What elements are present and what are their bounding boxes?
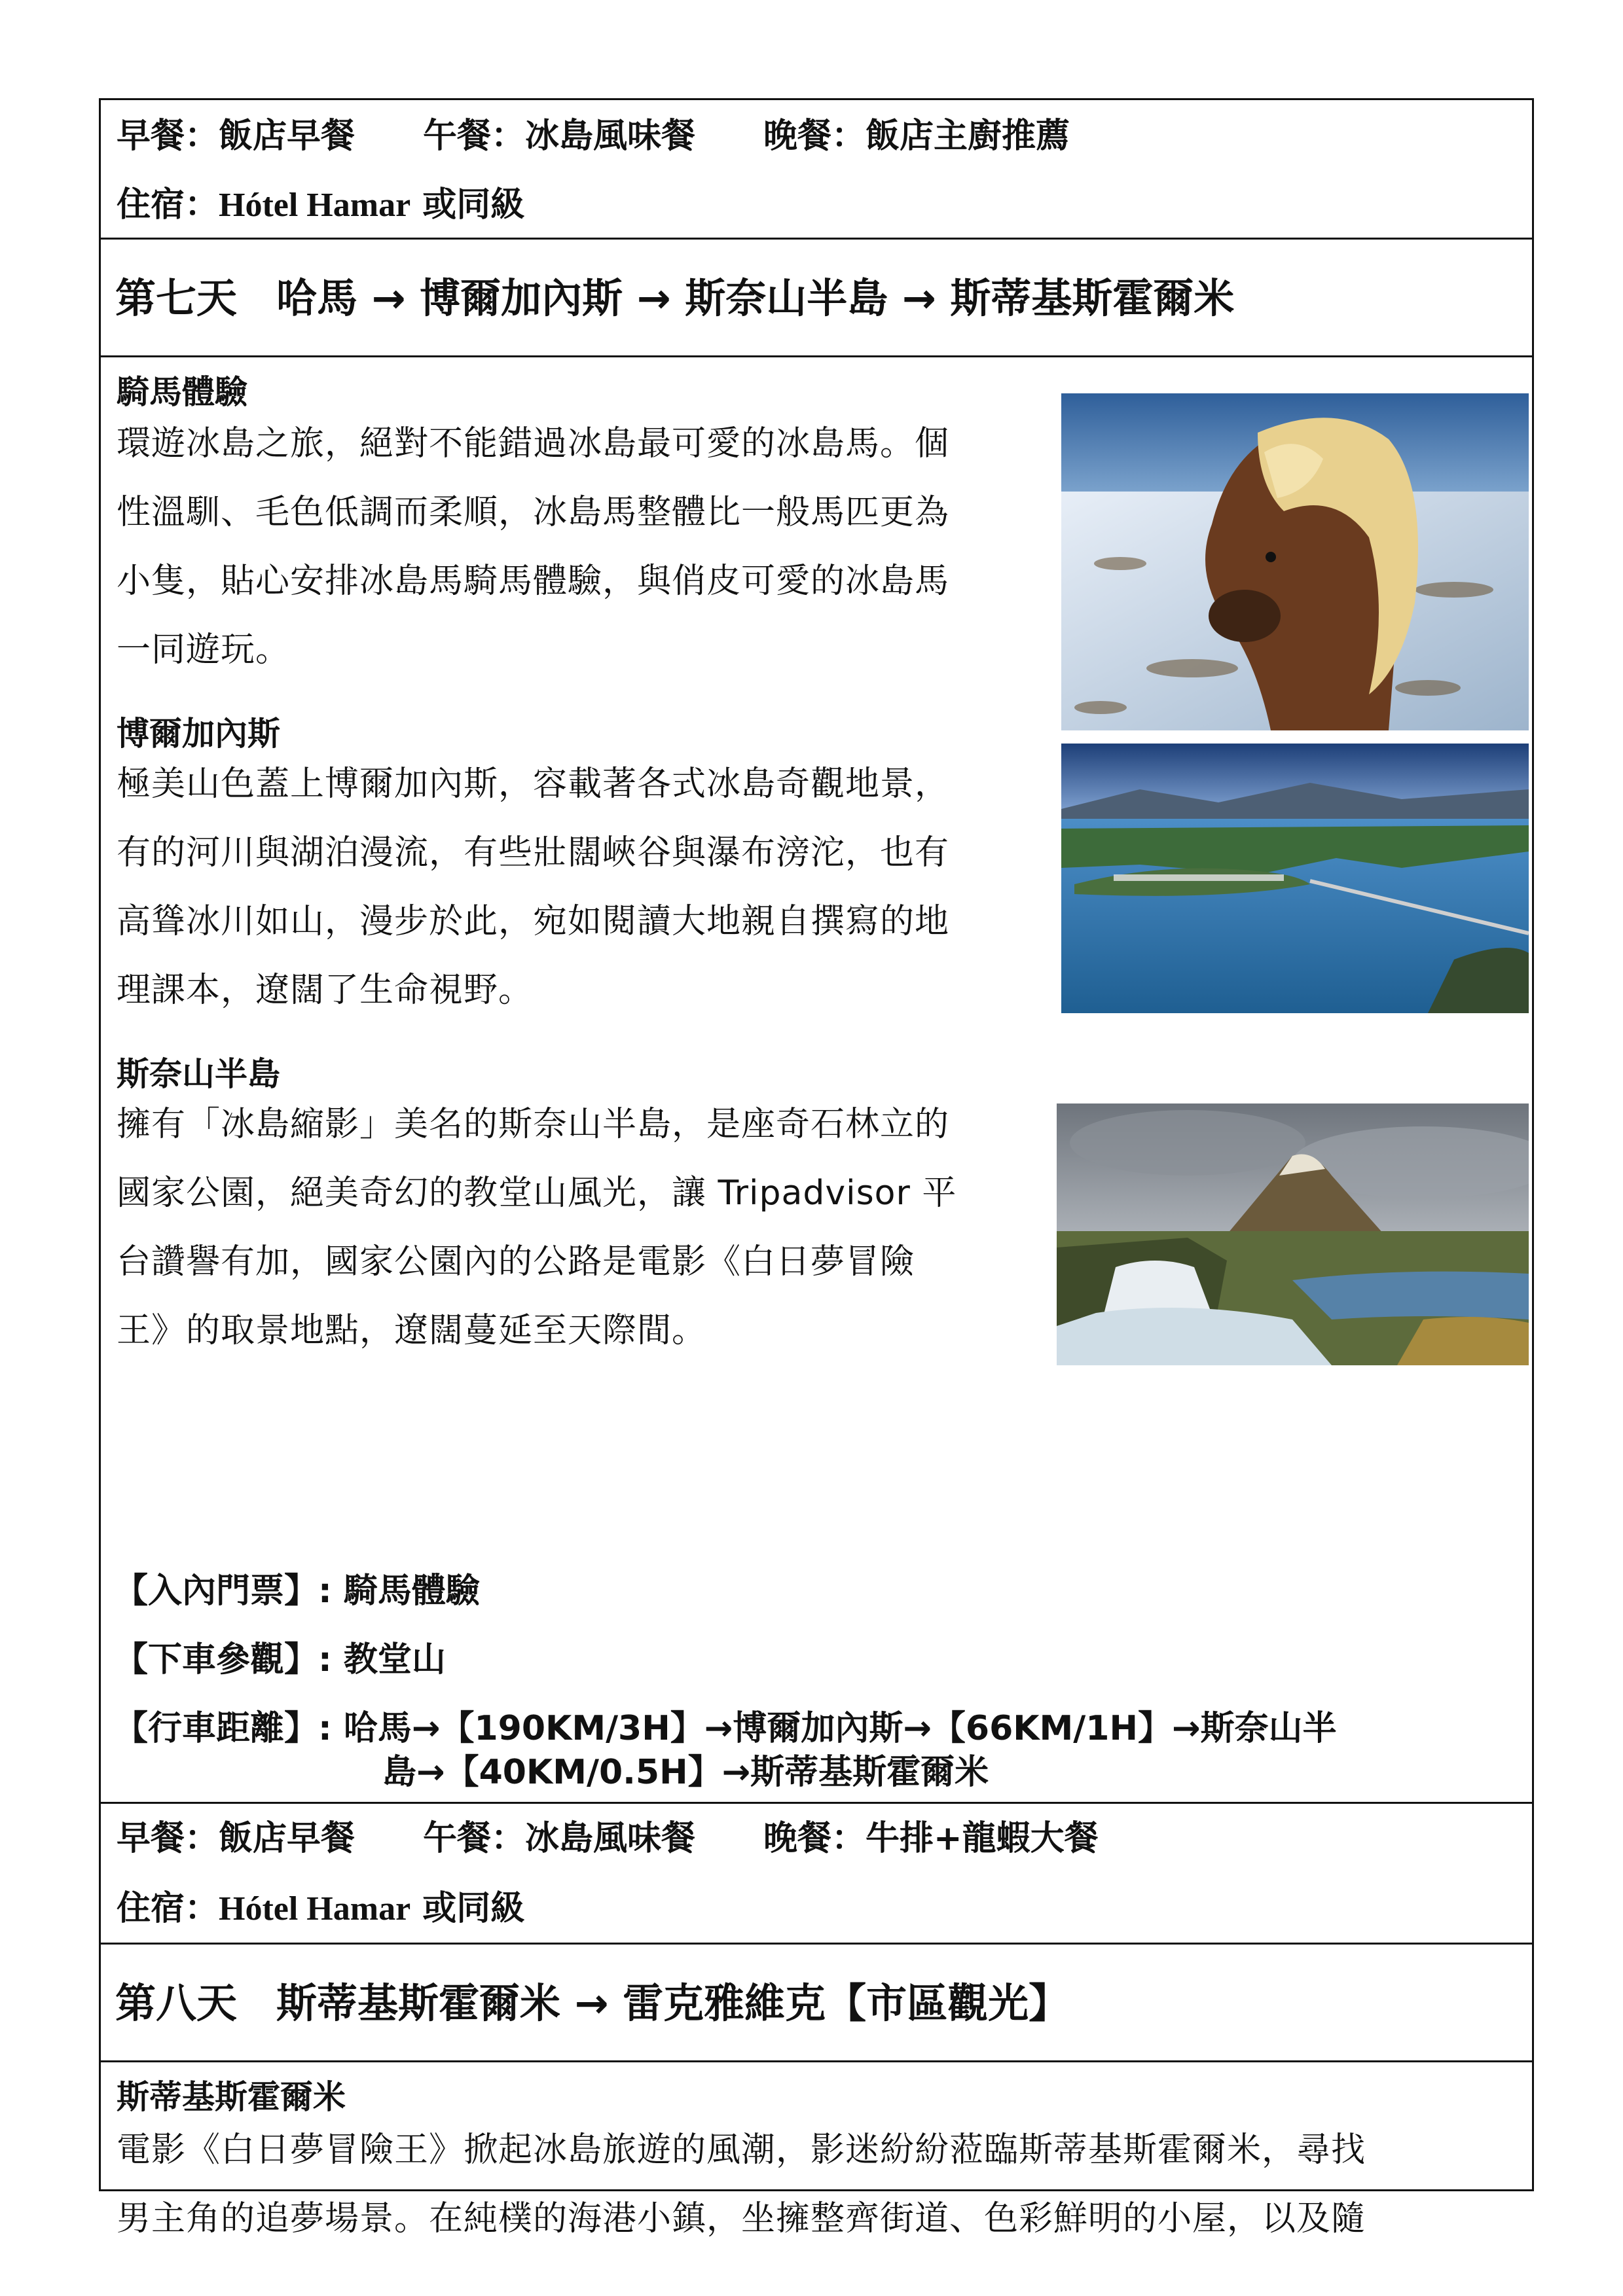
stop-label: 【下車參觀】: xyxy=(114,1640,332,1679)
section-heading-stykkisholmur: 斯蒂基斯霍爾米 xyxy=(117,2078,346,2116)
section-heading-horse: 騎馬體驗 xyxy=(117,373,247,411)
meals-line-top: 早餐：飯店早餐 午餐：冰島風味餐 晚餐：飯店主廚推薦 xyxy=(117,117,1070,156)
stay-hotel: Hótel Hamar xyxy=(219,1890,411,1928)
text-line: 王》的取景地點，遼闊蔓延至天際間。 xyxy=(117,1311,707,1350)
distance-value-2: 島→【40KM/0.5H】→斯蒂基斯霍爾米 xyxy=(382,1753,989,1792)
stay-hotel: Hótel Hamar xyxy=(219,187,411,224)
text-line: 環遊冰島之旅，絕對不能錯過冰島最可愛的冰島馬。個 xyxy=(117,424,950,463)
stay-line-day7 xyxy=(117,1886,524,1932)
distance-label: 【行車距離】: xyxy=(114,1709,332,1748)
day7-title: 第七天 xyxy=(115,274,238,322)
kirkjufell-photo xyxy=(1057,1103,1529,1365)
section-heading-snaefellsnes: 斯奈山半島 xyxy=(117,1055,280,1093)
stay-line-top xyxy=(117,182,524,228)
text-line: 擁有「冰島縮影」美名的斯奈山半島，是座奇石林立的 xyxy=(117,1105,950,1144)
text-line: 男主角的追夢場景。在純樸的海港小鎮，坐擁整齊街道、色彩鮮明的小屋，以及隨 xyxy=(117,2199,1366,2238)
stay-label: 住宿： xyxy=(117,185,219,224)
distance-value-1: 哈馬→【190KM/3H】→博爾加內斯→【66KM/1H】→斯奈山半 xyxy=(343,1709,1337,1748)
day8-route: 斯蒂基斯霍爾米 → 雷克雅維克【市區觀光】 xyxy=(276,1979,1070,2027)
text-line: 高聳冰川如山，漫步於此，宛如閱讀大地親自撰寫的地 xyxy=(117,902,950,941)
day8-header xyxy=(101,1943,1532,2060)
text-line: 一同遊玩。 xyxy=(117,630,291,670)
day7-title-line xyxy=(115,269,1234,328)
text-line: 性溫馴、毛色低調而柔順，冰島馬整體比一般馬匹更為 xyxy=(117,493,950,532)
stay-label: 住宿： xyxy=(117,1889,219,1928)
stop-value: 教堂山 xyxy=(343,1640,446,1679)
text-line: 台讚譽有加，國家公園內的公路是電影《白日夢冒險 xyxy=(117,1242,915,1282)
section-text-horse xyxy=(117,410,949,685)
day8-title-line xyxy=(115,1974,1069,2033)
tickets-line xyxy=(114,1568,480,1614)
stay-suffix: 或同級 xyxy=(422,185,525,224)
day7-route: 哈馬 → 博爾加內斯 → 斯奈山半島 → 斯蒂基斯霍爾米 xyxy=(276,274,1235,322)
text-line: 極美山色蓋上博爾加內斯，容載著各式冰島奇觀地景， xyxy=(117,764,950,804)
text-line: 電影《白日夢冒險王》掀起冰島旅遊的風潮，影迷紛紛蒞臨斯蒂基斯霍爾米，尋找 xyxy=(117,2130,1366,2170)
distance-line xyxy=(114,1706,1337,1751)
day7-content xyxy=(101,355,1532,1748)
day8-title: 第八天 xyxy=(115,1979,238,2027)
stop-line xyxy=(114,1637,446,1683)
horse-photo xyxy=(1061,393,1529,730)
text-line: 有的河川與湖泊漫流，有些壯闊峽谷與瀑布滂沱，也有 xyxy=(117,833,950,872)
section-heading-borgarnes: 博爾加內斯 xyxy=(117,715,280,753)
tickets-label: 【入內門票】: xyxy=(114,1571,332,1611)
text-line: 國家公園，絕美奇幻的教堂山風光，讓 Tripadvisor 平 xyxy=(117,1174,957,1213)
section-text-snaefellsnes xyxy=(117,1090,957,1365)
meals-line-day7: 早餐：飯店早餐 午餐：冰島風味餐 晚餐：牛排+龍蝦大餐 xyxy=(117,1819,1099,1858)
day7-meals-stay xyxy=(101,1802,1532,1939)
itinerary-sheet xyxy=(99,98,1534,2238)
tickets-value: 騎馬體驗 xyxy=(343,1571,480,1611)
day7-header xyxy=(101,238,1532,355)
stay-suffix: 或同級 xyxy=(422,1889,525,1928)
section-text-stykkisholmur xyxy=(117,2116,1366,2253)
text-line: 小隻，貼心安排冰島馬騎馬體驗，與俏皮可愛的冰島馬 xyxy=(117,562,950,601)
section-text-borgarnes xyxy=(117,750,949,1025)
text-line: 理課本，遼闊了生命視野。 xyxy=(117,971,534,1010)
borgarnes-photo xyxy=(1061,744,1529,1013)
